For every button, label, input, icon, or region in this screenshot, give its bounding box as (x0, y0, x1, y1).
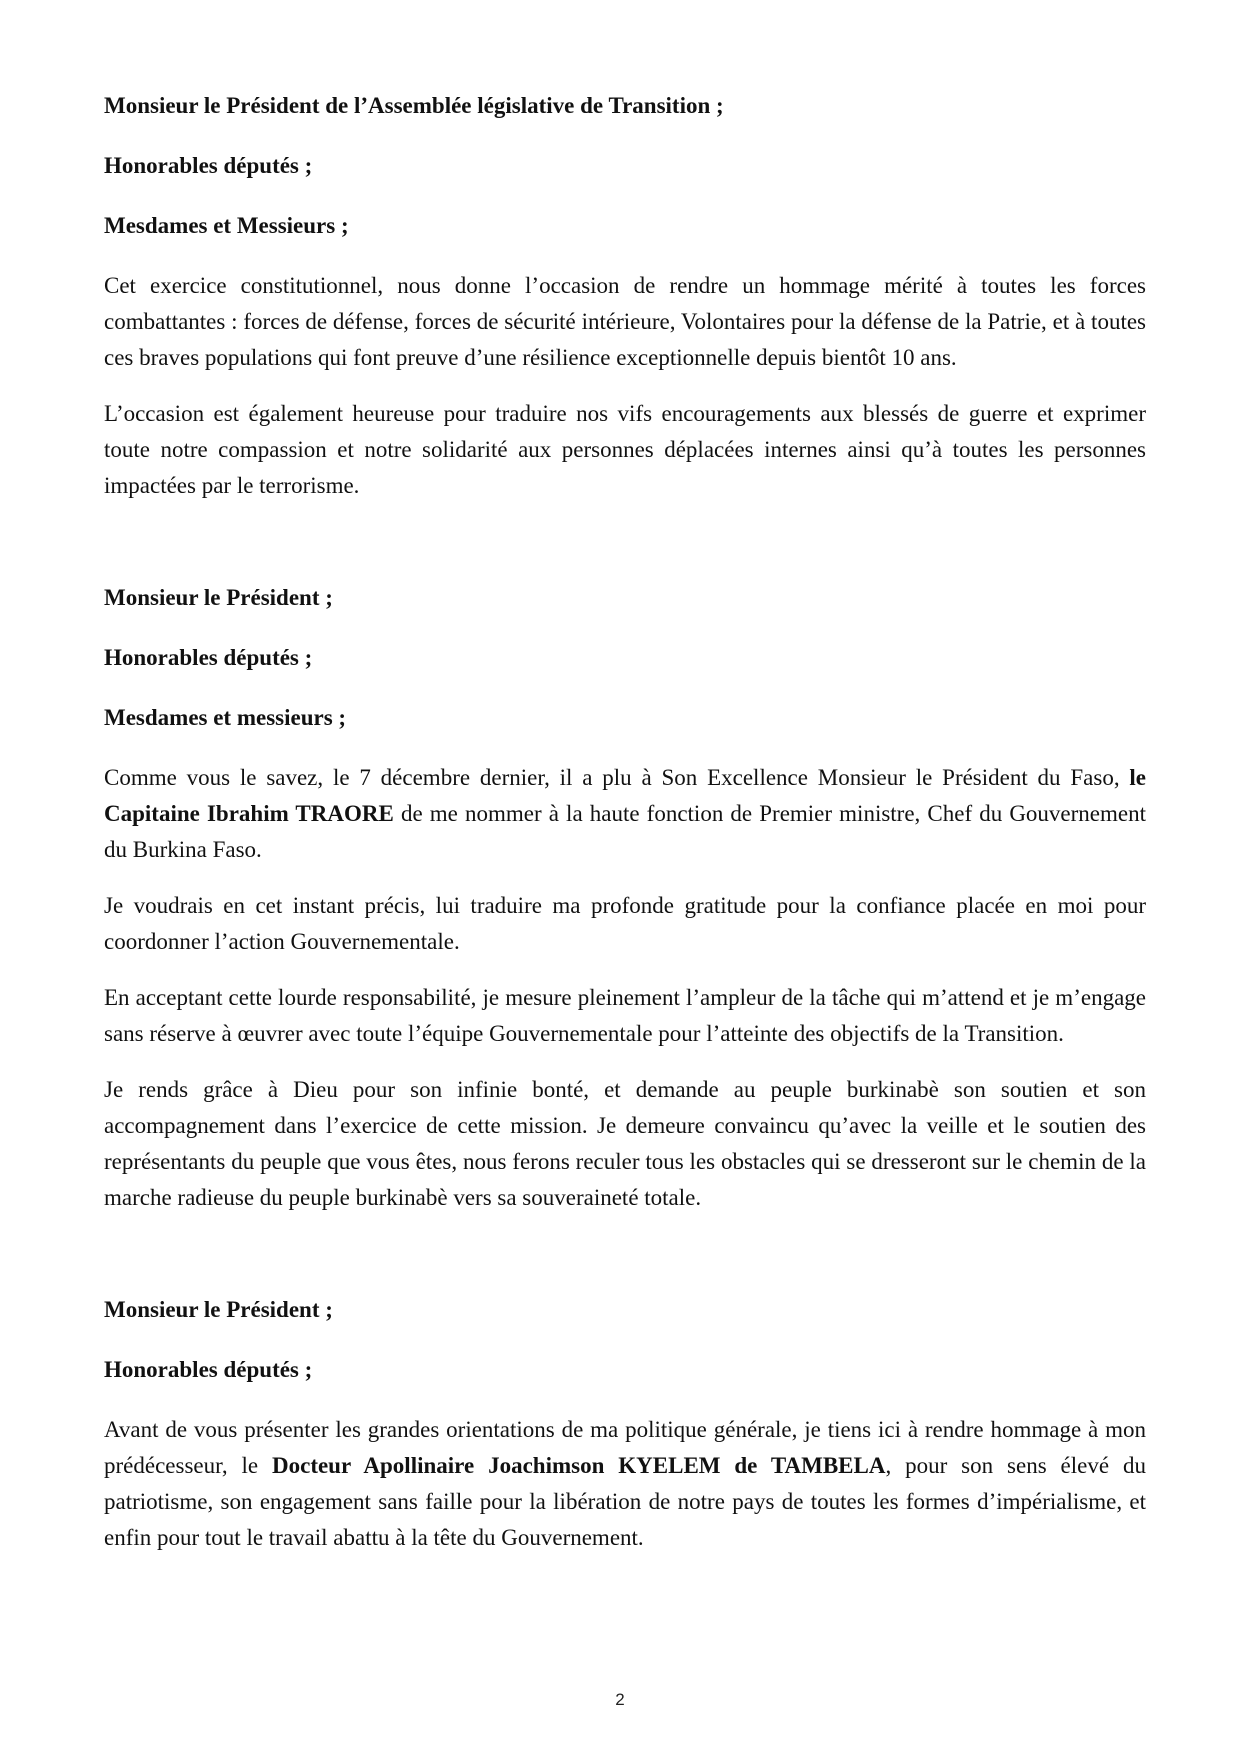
paragraph-gratitude: Je voudrais en cet instant précis, lui traduire ma profonde gratitude pour la confiance placée en moi pour coordonner l’action Gouvernementale. (104, 893, 1146, 954)
salutation-president: Monsieur le Président ; (104, 585, 333, 610)
salutation-ladies-gentlemen: Mesdames et Messieurs ; (104, 213, 349, 238)
salutation-deputies: Honorables députés ; (104, 153, 313, 178)
document-page (104, 88, 1146, 1576)
paragraph-appointment-text-after: de me nommer à la haute fonction de Premier ministre, Chef du Gouvernement du Burkina Faso. (104, 801, 1146, 862)
section-gap (104, 524, 1146, 580)
section-gap (104, 1236, 1146, 1292)
paragraph-thanks-god: Je rends grâce à Dieu pour son infinie bonté, et demande au peuple burkinabè son soutien et son accompagnement dans l’exercice de cette mission. Je demeure convaincu qu’avec la veille et le soutien des représentants du peuple que vous êtes, nous ferons reculer tous les obstacles qui se dresseront sur le chemin de la marche radieuse du peuple burkinabè vers sa souveraineté totale. (104, 1077, 1146, 1210)
salutation-ladies-gentlemen: Mesdames et messieurs ; (104, 705, 347, 730)
salutation-president-assembly: Monsieur le Président de l’Assemblée législative de Transition ; (104, 93, 724, 118)
paragraph-predecessor-text-after: , pour son sens élevé du patriotisme, son engagement sans faille pour la libération de notre pays de toutes les formes d’impérialisme, et enfin pour tout le travail abattu à la tête du Gouvernement. (104, 1453, 1146, 1550)
paragraph-predecessor-text-before: Avant de vous présenter les grandes orientations de ma politique générale, je tiens ici à rendre hommage à mon prédécesseur, le (104, 1417, 1146, 1478)
paragraph-encouragement-wounded: L’occasion est également heureuse pour traduire nos vifs encouragements aux blessés de guerre et exprimer toute notre compassion et notre solidarité aux personnes déplacées internes ainsi qu’à toutes les personnes impactées par le terrorisme. (104, 401, 1146, 498)
paragraph-appointment (104, 760, 1146, 868)
paragraph-predecessor-bold-name: Docteur Apollinaire Joachimson KYELEM de TAMBELA (272, 1453, 886, 1478)
paragraph-appointment-text-before: Comme vous le savez, le 7 décembre dernier, il a plu à Son Excellence Monsieur le Président du Faso, (104, 765, 1130, 790)
paragraph-tribute-predecessor (104, 1412, 1146, 1556)
page-number: 2 (615, 1690, 625, 1709)
paragraph-appointment-bold-name: le Capitaine Ibrahim TRAORE (104, 765, 1146, 826)
paragraph-responsibility: En acceptant cette lourde responsabilité, je mesure pleinement l’ampleur de la tâche qui m’attend et je m’engage sans réserve à œuvrer avec toute l’équipe Gouvernementale pour l’atteinte des objectifs de la Transition. (104, 985, 1146, 1046)
salutation-president: Monsieur le Président ; (104, 1297, 333, 1322)
salutation-deputies: Honorables députés ; (104, 645, 313, 670)
paragraph-tribute-forces: Cet exercice constitutionnel, nous donne l’occasion de rendre un hommage mérité à toutes les forces combattantes : forces de défense, forces de sécurité intérieure, Volontaires pour la défense de la Patrie, et à toutes ces braves populations qui font preuve d’une résilience exceptionnelle depuis bientôt 10 ans. (104, 273, 1146, 370)
salutation-deputies: Honorables députés ; (104, 1357, 313, 1382)
